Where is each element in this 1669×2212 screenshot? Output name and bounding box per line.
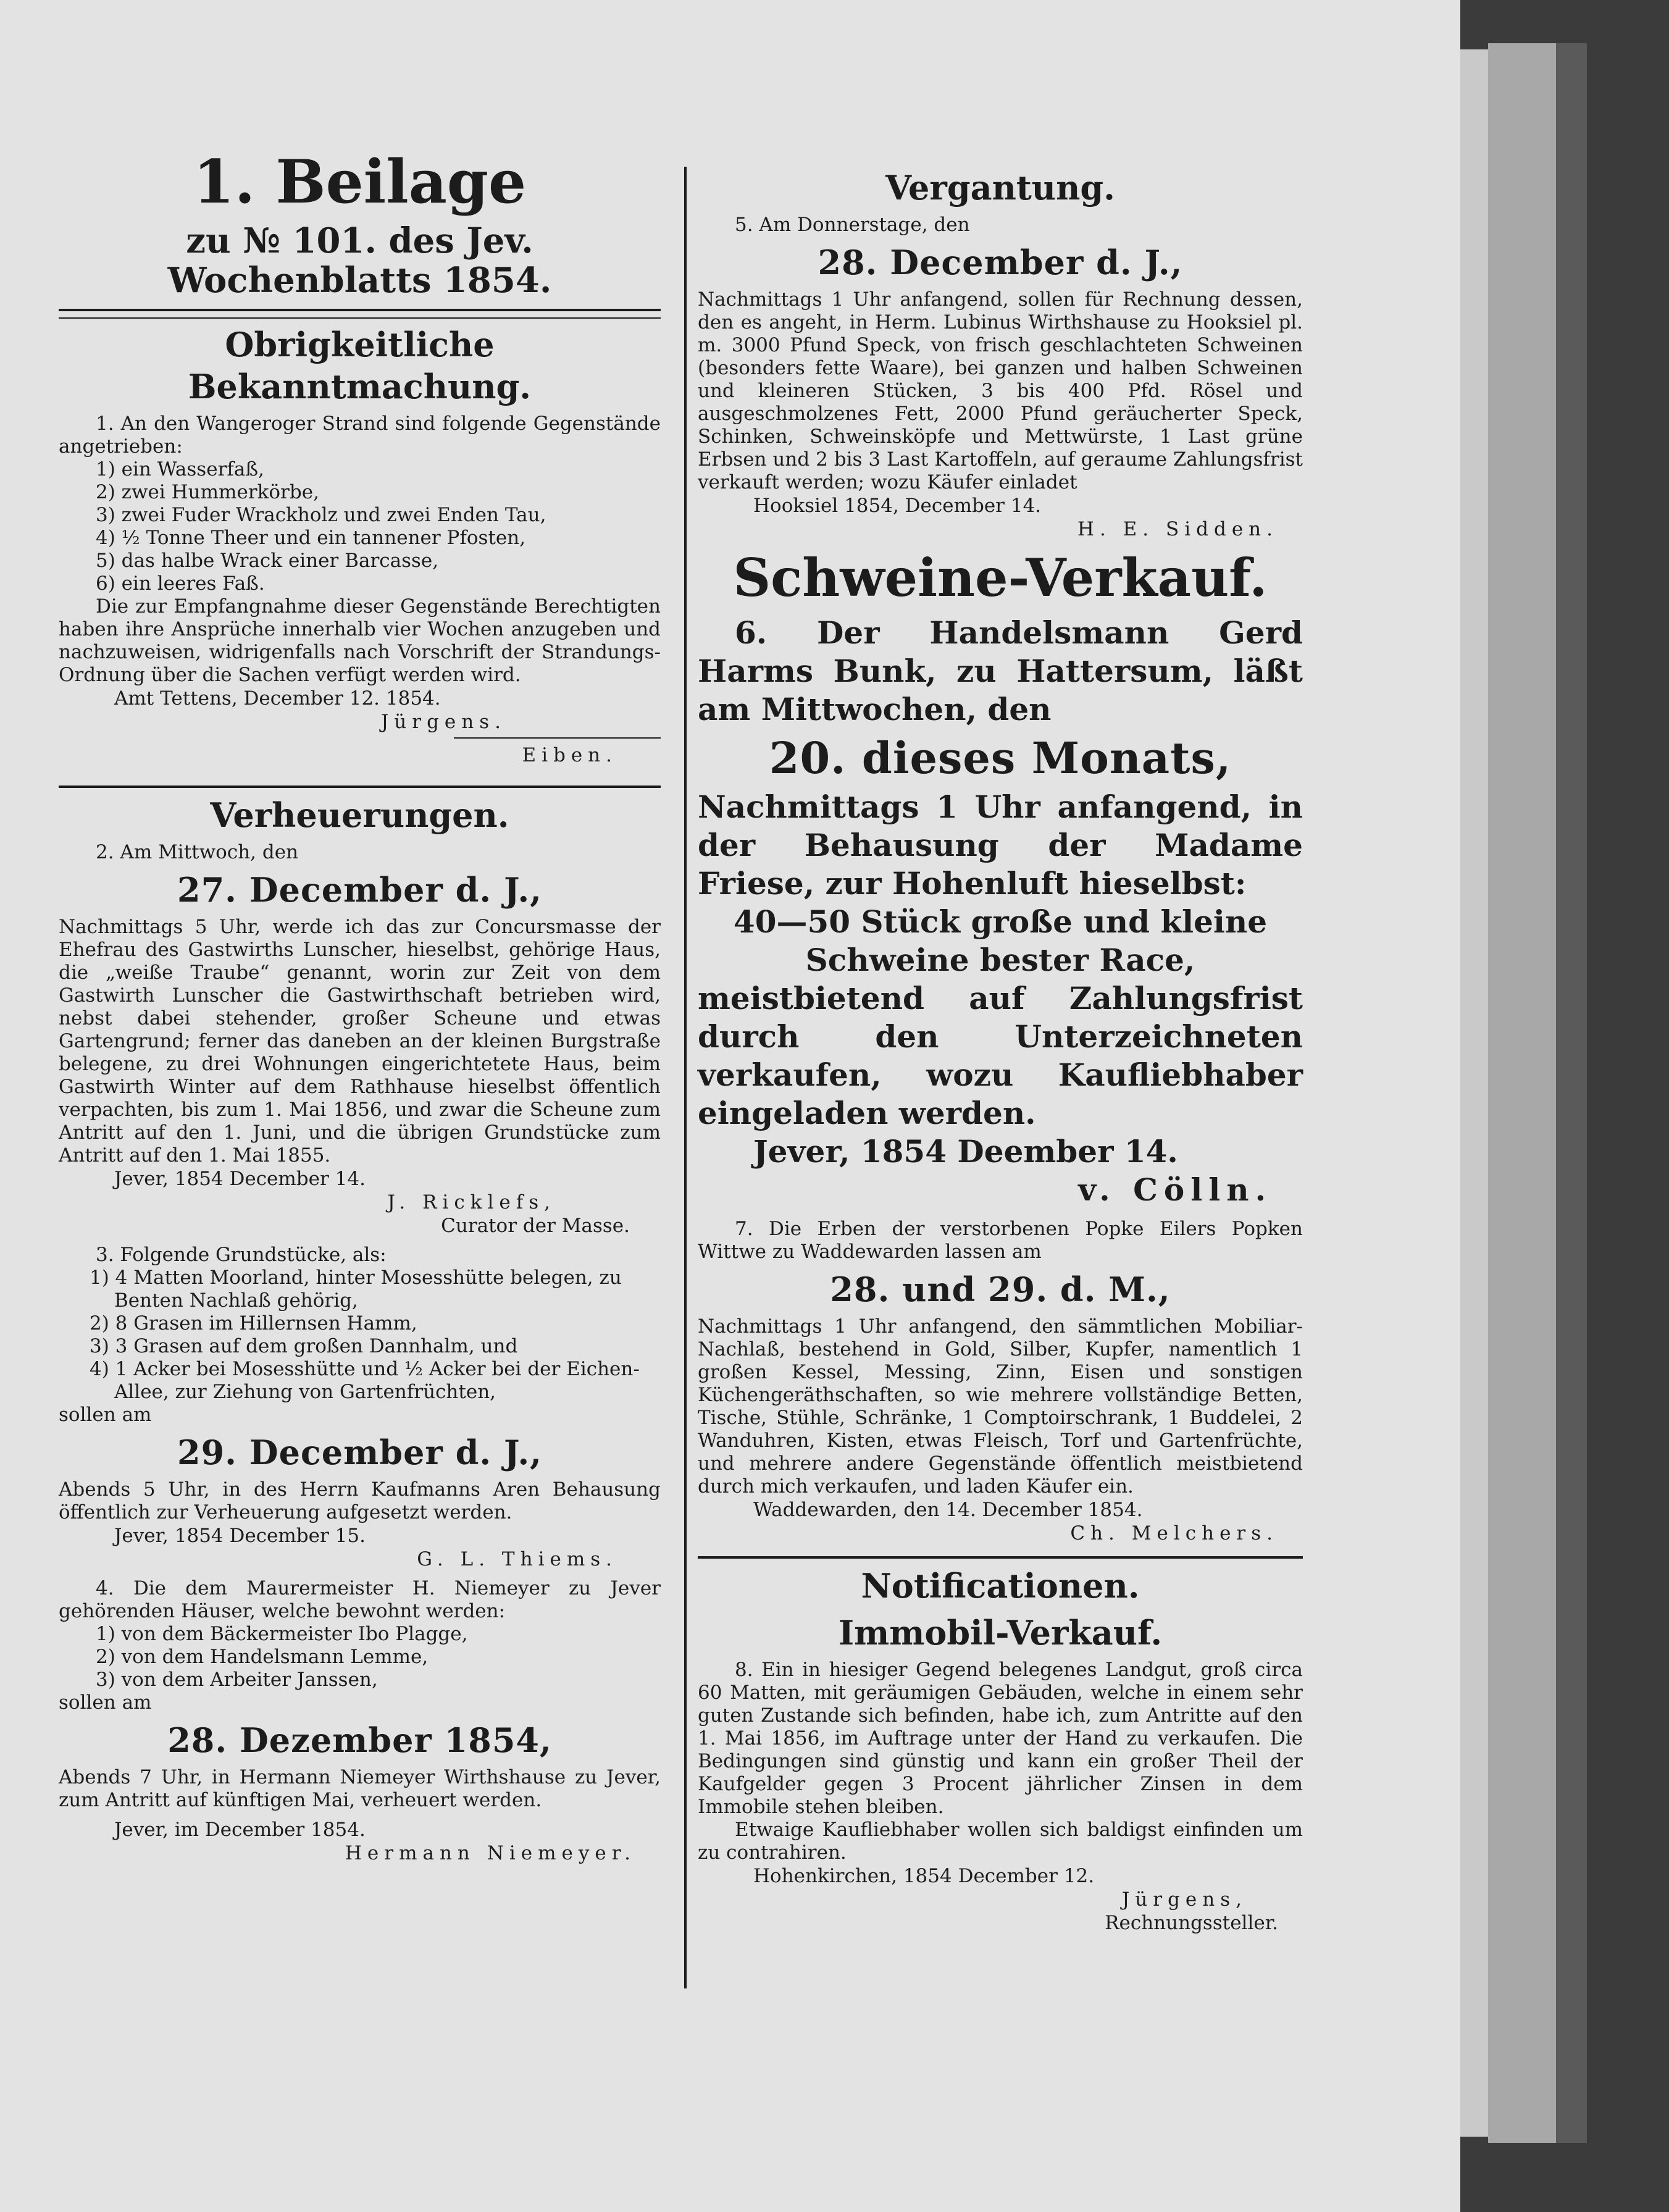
notice-1-item: 2) zwei Hummerkörbe, xyxy=(96,481,319,503)
notice-6-big-date: 20. dieses Monats, xyxy=(769,732,1232,784)
notice-7-signature: Ch. Melchers. xyxy=(1070,1522,1278,1544)
notice-3-tail: sollen am xyxy=(59,1404,152,1426)
notice-1-item: 6) ein leeres Faß. xyxy=(96,572,265,595)
notice-2-signature: J. Ricklefs, xyxy=(387,1191,556,1213)
notice-8-date: Hohenkirchen, 1854 December 12. xyxy=(753,1865,1095,1887)
notice-1-item: 4) ½ Tonne Theer und ein tannener Pfosten, xyxy=(96,527,526,549)
notice-1-signature: Jürgens. xyxy=(380,711,506,733)
notice-3-item: 1) 4 Matten Moorland, hinter Mosesshütte belegen, zu Benten Nachlaß gehörig, xyxy=(90,1267,622,1312)
notice-2-big-date: 27. December d. J., xyxy=(177,870,542,910)
notice-1-body: Die zur Empfangnahme dieser Gegenstände Berechtigten haben ihre Ansprüche innerhalb vier Wochen anzugeben und nachzuweisen, widrigenfalls nach Vorschrift der Strandungs-Ordnung über die Sachen verfügt werden wird. xyxy=(59,595,661,686)
notice-3-big-date: 29. December d. J., xyxy=(177,1433,542,1472)
section-heading-obrigkeitliche: Obrigkeitliche Bekanntmachung. xyxy=(188,325,532,406)
notice-6-body-1: 6. Der Handelsmann Gerd Harms Bunk, zu Hattersum, läßt am Mittwochen, den xyxy=(698,614,1303,727)
book-edge xyxy=(1460,49,1488,2137)
column-divider xyxy=(684,167,687,1988)
notice-7-date: Waddewarden, den 14. December 1854. xyxy=(753,1499,1143,1521)
notice-3-item: 2) 8 Grasen im Hillernsen Hamm, xyxy=(90,1312,417,1334)
notice-4-signature: Hermann Niemeyer. xyxy=(345,1842,636,1864)
section-heading-verheuerungen: Verheuerungen. xyxy=(210,795,509,835)
supplement-title: 1. Beilage xyxy=(193,147,527,217)
notice-5-intro: 5. Am Donnerstage, den xyxy=(735,214,970,236)
section-heading-schweine-verkauf: Schweine-Verkauf. xyxy=(733,547,1268,608)
notice-7-body: Nachmittags 1 Uhr anfangend, den sämmtlichen Mobiliar-Nachlaß, bestehend in Gold, Silber, Kupfer, namentlich 1 großen Kessel, Messing, Zinn, Eisen und sonstigen Küchengeräthschaften, so wie mehrere vollständige Betten, Tische, Stühle, Schränke, 1 Comptoirschrank, 1 Buddelei, 2 Wanduhren, Kisten, etwas Fleisch, Torf und Gartenfrüchte, und mehrere andere Gegenstände öffentlich meistbietend durch mich verkaufen, und laden Käufer ein. xyxy=(698,1315,1303,1498)
signature-rule xyxy=(454,737,661,739)
notice-4-body: Abends 7 Uhr, in Hermann Niemeyer Wirthshause zu Jever, zum Antritt auf künftigen Mai, verheuert werden. xyxy=(59,1766,661,1811)
notice-5-big-date: 28. December d. J., xyxy=(818,243,1183,282)
notice-1-item: 1) ein Wasserfaß, xyxy=(96,458,264,480)
notice-6-body-4: meistbietend auf Zahlungsfrist durch den Unterzeichneten verkaufen, wozu Kaufliebhaber eingeladen werden. xyxy=(698,980,1303,1131)
notice-7-big-date: 28. und 29. d. M., xyxy=(830,1270,1171,1309)
notice-5-body: Nachmittags 1 Uhr anfangend, sollen für Rechnung dessen, den es angeht, in Herm. Lubinus Wirthshause zu Hooksiel pl. m. 3000 Pfund Speck, von frisch geschlachteten Schweinen (besonders fette Waare), bei ganzen und halben Schweinen und kleineren Stücken, 3 bis 400 Pfd. Rösel und ausgeschmolzenes Fett, 2000 Pfund geräucherter Speck, Schinken, Schweinsköpfe und Mettwürste, 1 Last grüne Erbsen und 2 bis 3 Last Kartoffeln, auf geraume Zahlungsfrist verkauft werden; wozu Käufer einladet xyxy=(698,288,1303,493)
notice-6-body-3: 40—50 Stück große und kleine Schweine bester Race, xyxy=(733,903,1268,978)
section-heading-vergantung: Vergantung. xyxy=(885,168,1115,207)
title-rule xyxy=(59,309,661,311)
notice-4-tail: sollen am xyxy=(59,1691,152,1714)
notice-3-body: Abends 5 Uhr, in des Herrn Kaufmanns Aren Behausung öffentlich zur Verheuerung aufgesetzt werden. xyxy=(59,1478,661,1523)
book-edge xyxy=(1488,43,1556,2143)
notice-1-signature-2: Eiben. xyxy=(522,744,617,766)
notice-2-intro: 2. Am Mittwoch, den xyxy=(96,841,299,863)
notice-6-body-2: Nachmittags 1 Uhr anfangend, in der Behausung der Madame Friese, zur Hohenluft hieselbst: xyxy=(698,789,1303,902)
section-subheading-immobil-verkauf: Immobil-Verkauf. xyxy=(838,1613,1163,1653)
notice-3-intro: 3. Folgende Grundstücke, als: xyxy=(96,1244,387,1266)
notice-1-date: Amt Tettens, December 12. 1854. xyxy=(114,687,441,710)
notice-1-item: 5) das halbe Wrack einer Barcasse, xyxy=(96,550,439,572)
notice-4-intro: 4. Die dem Maurermeister H. Niemeyer zu Jever gehörenden Häuser, welche bewohnt werden: xyxy=(59,1577,661,1622)
notice-5-signature: H. E. Sidden. xyxy=(1077,518,1278,540)
notice-2-signature-role: Curator der Masse. xyxy=(441,1215,630,1237)
notice-6-signature: v. Cölln. xyxy=(1078,1171,1272,1208)
notice-8-signature-role: Rechnungssteller. xyxy=(1105,1912,1278,1934)
right-column xyxy=(698,111,1303,1935)
notice-6-date: Jever, 1854 Deember 14. xyxy=(753,1133,1178,1170)
notice-4-date: Jever, im December 1854. xyxy=(114,1819,366,1841)
notice-4-item: 1) von dem Bäckermeister Ibo Plagge, xyxy=(96,1623,468,1645)
notice-4-item: 3) von dem Arbeiter Janssen, xyxy=(96,1669,378,1691)
notice-3-date: Jever, 1854 December 15. xyxy=(114,1525,366,1547)
book-edge xyxy=(1556,43,1587,2143)
section-rule xyxy=(59,786,661,788)
notice-1-intro: 1. An den Wangeroger Strand sind folgende Gegenstände angetrieben: xyxy=(59,413,661,458)
notice-8-signature: Jürgens, xyxy=(1121,1888,1247,1911)
notice-1-item: 3) zwei Fuder Wrackholz und zwei Enden Tau, xyxy=(96,504,546,526)
notice-8-body: 8. Ein in hiesiger Gegend belegenes Landgut, groß circa 60 Matten, mit geräumigen Gebäuden, welche in einem sehr guten Zustande sich befinden, habe ich, zum Antritte auf den 1. Mai 1856, im Auftrage unter der Hand zu verkaufen. Die Bedingungen sind günstig und kann ein großer Theil der Kaufgelder gegen 3 Procent jährlicher Zinsen in dem Immobile stehen bleiben. xyxy=(698,1659,1303,1818)
notice-4-big-date: 28. Dezember 1854, xyxy=(167,1720,552,1760)
left-column xyxy=(59,111,661,1865)
notice-3-signature: G. L. Thiems. xyxy=(417,1548,617,1570)
notice-8-body-2: Etwaige Kaufliebhaber wollen sich baldigst einfinden um zu contrahiren. xyxy=(698,1819,1303,1864)
section-heading-notificationen: Notificationen. xyxy=(861,1566,1140,1606)
notice-5-date: Hooksiel 1854, December 14. xyxy=(753,495,1042,517)
notice-2-body: Nachmittags 5 Uhr, werde ich das zur Concursmasse der Ehefrau des Gastwirths Lunscher, hieselbst, gehörige Haus, die „weiße Traube“ genannt, worin zur Zeit von dem Gastwirth Lunscher die Gastwirthschaft betrieben wird, nebst dabei stehender, großer Scheune und etwas Gartengrund; ferner das daneben an der kleinen Burgstraße belegene, zu drei Wohnungen eingerichtetete Haus, beim Gastwirth Winter auf dem Rathhause hieselbst öffentlich verpachten, bis zum 1. Mai 1856, und zwar die Scheune zum Antritt auf den 1. Juni, und die übrigen Grundstücke zum Antritt auf den 1. Mai 1855. xyxy=(59,916,661,1167)
section-rule xyxy=(698,1556,1303,1559)
notice-7-intro: 7. Die Erben der verstorbenen Popke Eilers Popken Wittwe zu Waddewarden lassen am xyxy=(698,1218,1303,1263)
title-rule-thin xyxy=(59,317,661,319)
supplement-subtitle: zu № 101. des Jev. Wochenblatts 1854. xyxy=(167,220,552,301)
notice-4-item: 2) von dem Handelsmann Lemme, xyxy=(96,1646,429,1668)
notice-3-item: 4) 1 Acker bei Mosesshütte und ½ Acker bei der Eichen-Allee, zur Ziehung von Gartenfrüchten, xyxy=(90,1358,640,1403)
notice-2-date: Jever, 1854 December 14. xyxy=(114,1168,366,1190)
notice-3-item: 3) 3 Grasen auf dem großen Dannhalm, und xyxy=(90,1335,518,1357)
